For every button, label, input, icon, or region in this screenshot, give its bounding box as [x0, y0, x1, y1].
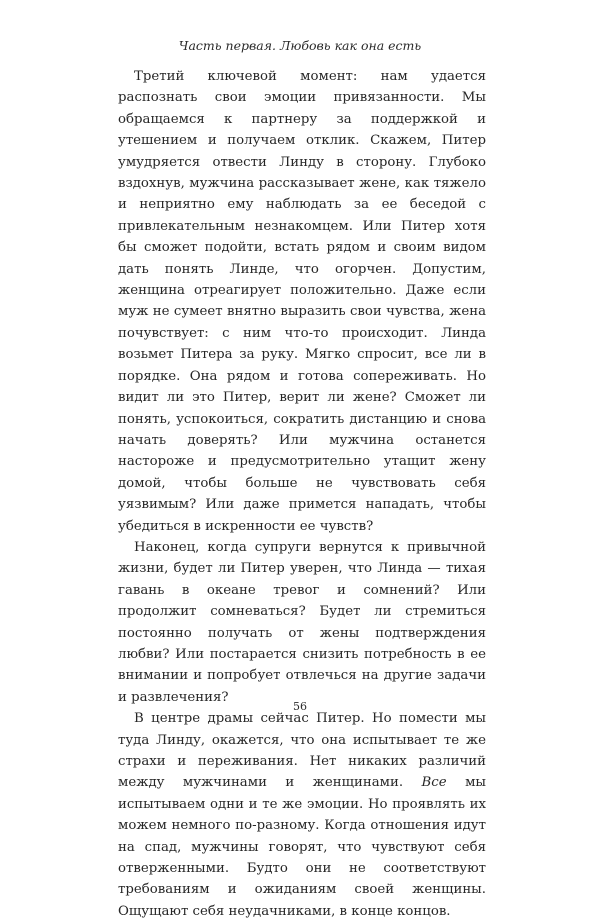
paragraph-3-start: В центре драмы сейчас Питер. Но помести мы туда Линду, окажется, что она испытывает те же страхи и переживания. Нет никаких различий между мужчинами и женщинами. [118, 711, 486, 791]
paragraph-2: Наконец, когда супруги вернутся к привычной жизни, будет ли Питер уверен, что Линда — тихая гавань в океане тревог и сомнений? Или продолжит сомневаться? Будет ли стремиться постоянно получать от жены подтверждения любви? Или постарается снизить потребность в ее внимании и попробует отвлечься на другие задачи и развлечения? [118, 539, 486, 705]
paragraph-3-emphasis: Все [421, 775, 447, 791]
running-head: Часть первая. Любовь как она есть [178, 38, 422, 53]
paragraph-3 [118, 708, 486, 922]
body-text [118, 66, 486, 922]
page-number: 56 [293, 700, 307, 713]
paragraph-1: Третий ключевой момент: нам удается распознать свои эмоции привязанности. Мы обращаемся к партнеру за поддержкой и утешением и получаем отклик. Скажем, Питер умудряется отвести Линду в сторону. Глубоко вздохнув, мужчина рассказывает жене, как тяжело и неприятно ему наблюдать за ее беседой с привлекательным незнакомцем. Или Питер хотя бы сможет подойти, встать рядом и своим видом дать понять Линде, что огорчен. Допустим, женщина отреагирует положительно. Даже если муж не сумеет внятно выразить свои чувства, жена почувствует: с ним что-то происходит. Линда возьмет Питера за руку. Мягко спросит, все ли в порядке. Она рядом и готова сопереживать. Но видит ли это Питер, верит ли жене? Сможет ли понять, успокоиться, сократить дистанцию и снова начать доверять? Или мужчина останется настороже и предусмотрительно утащит жену домой, чтобы больше не чувствовать себя уязвимым? Или даже примется нападать, чтобы убедиться в искренности ее чувств? [118, 69, 486, 534]
paragraph-3-end: мы испытываем одни и те же эмоции. Но проявлять их можем немного по-разному. Когда отношения идут на спад, мужчины говорят, что чувствуют себя отверженными. Будто они не соответствуют требованиям и ожиданиям своей женщины. Ощущают себя неудачниками, в конце концов. [118, 775, 486, 919]
